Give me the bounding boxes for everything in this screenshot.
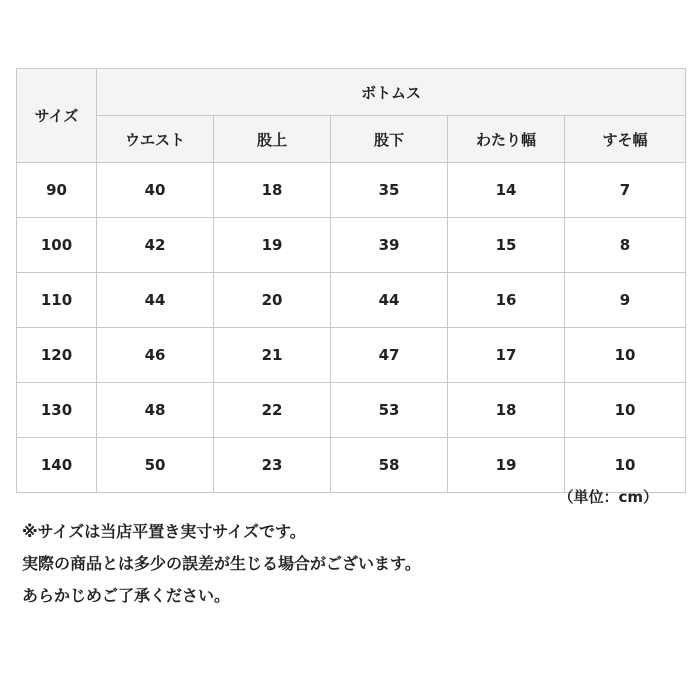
row-size: 140 <box>17 438 97 493</box>
size-chart-table <box>16 68 686 493</box>
cell-thigh-width: 17 <box>448 328 565 383</box>
notes-block <box>22 516 421 612</box>
row-size: 100 <box>17 218 97 273</box>
cell-waist: 42 <box>97 218 214 273</box>
cell-inseam: 35 <box>331 163 448 218</box>
row-size: 120 <box>17 328 97 383</box>
cell-waist: 50 <box>97 438 214 493</box>
table-row <box>17 273 686 328</box>
cell-thigh-width: 14 <box>448 163 565 218</box>
row-size: 130 <box>17 383 97 438</box>
cell-inseam: 39 <box>331 218 448 273</box>
table-row <box>17 163 686 218</box>
cell-thigh-width: 18 <box>448 383 565 438</box>
cell-waist: 46 <box>97 328 214 383</box>
cell-hem-width: 10 <box>565 328 686 383</box>
cell-thigh-width: 19 <box>448 438 565 493</box>
table-row <box>17 438 686 493</box>
cell-inseam: 58 <box>331 438 448 493</box>
column-header-waist: ウエスト <box>97 116 214 163</box>
cell-rise: 20 <box>214 273 331 328</box>
cell-hem-width: 10 <box>565 438 686 493</box>
size-header: サイズ <box>17 69 97 163</box>
note-line: 実際の商品とは多少の誤差が生じる場合がございます。 <box>22 554 421 573</box>
note-line: ※サイズは当店平置き実寸サイズです。 <box>22 522 306 541</box>
table-row <box>17 218 686 273</box>
table-row <box>17 383 686 438</box>
cell-hem-width: 8 <box>565 218 686 273</box>
cell-hem-width: 9 <box>565 273 686 328</box>
cell-rise: 22 <box>214 383 331 438</box>
cell-waist: 44 <box>97 273 214 328</box>
table-row <box>17 328 686 383</box>
bottoms-group-header: ボトムス <box>97 69 686 116</box>
column-header-thigh-width: わたり幅 <box>448 116 565 163</box>
column-header-hem-width: すそ幅 <box>565 116 686 163</box>
cell-waist: 48 <box>97 383 214 438</box>
cell-thigh-width: 15 <box>448 218 565 273</box>
row-size: 110 <box>17 273 97 328</box>
row-size: 90 <box>17 163 97 218</box>
cell-waist: 40 <box>97 163 214 218</box>
column-header-rise: 股上 <box>214 116 331 163</box>
cell-thigh-width: 16 <box>448 273 565 328</box>
cell-rise: 19 <box>214 218 331 273</box>
column-header-inseam: 股下 <box>331 116 448 163</box>
cell-rise: 23 <box>214 438 331 493</box>
cell-rise: 18 <box>214 163 331 218</box>
note-line: あらかじめご了承ください。 <box>22 586 231 605</box>
unit-note: （単位：cm） <box>558 488 658 506</box>
cell-inseam: 47 <box>331 328 448 383</box>
cell-hem-width: 7 <box>565 163 686 218</box>
cell-hem-width: 10 <box>565 383 686 438</box>
cell-inseam: 53 <box>331 383 448 438</box>
cell-rise: 21 <box>214 328 331 383</box>
cell-inseam: 44 <box>331 273 448 328</box>
